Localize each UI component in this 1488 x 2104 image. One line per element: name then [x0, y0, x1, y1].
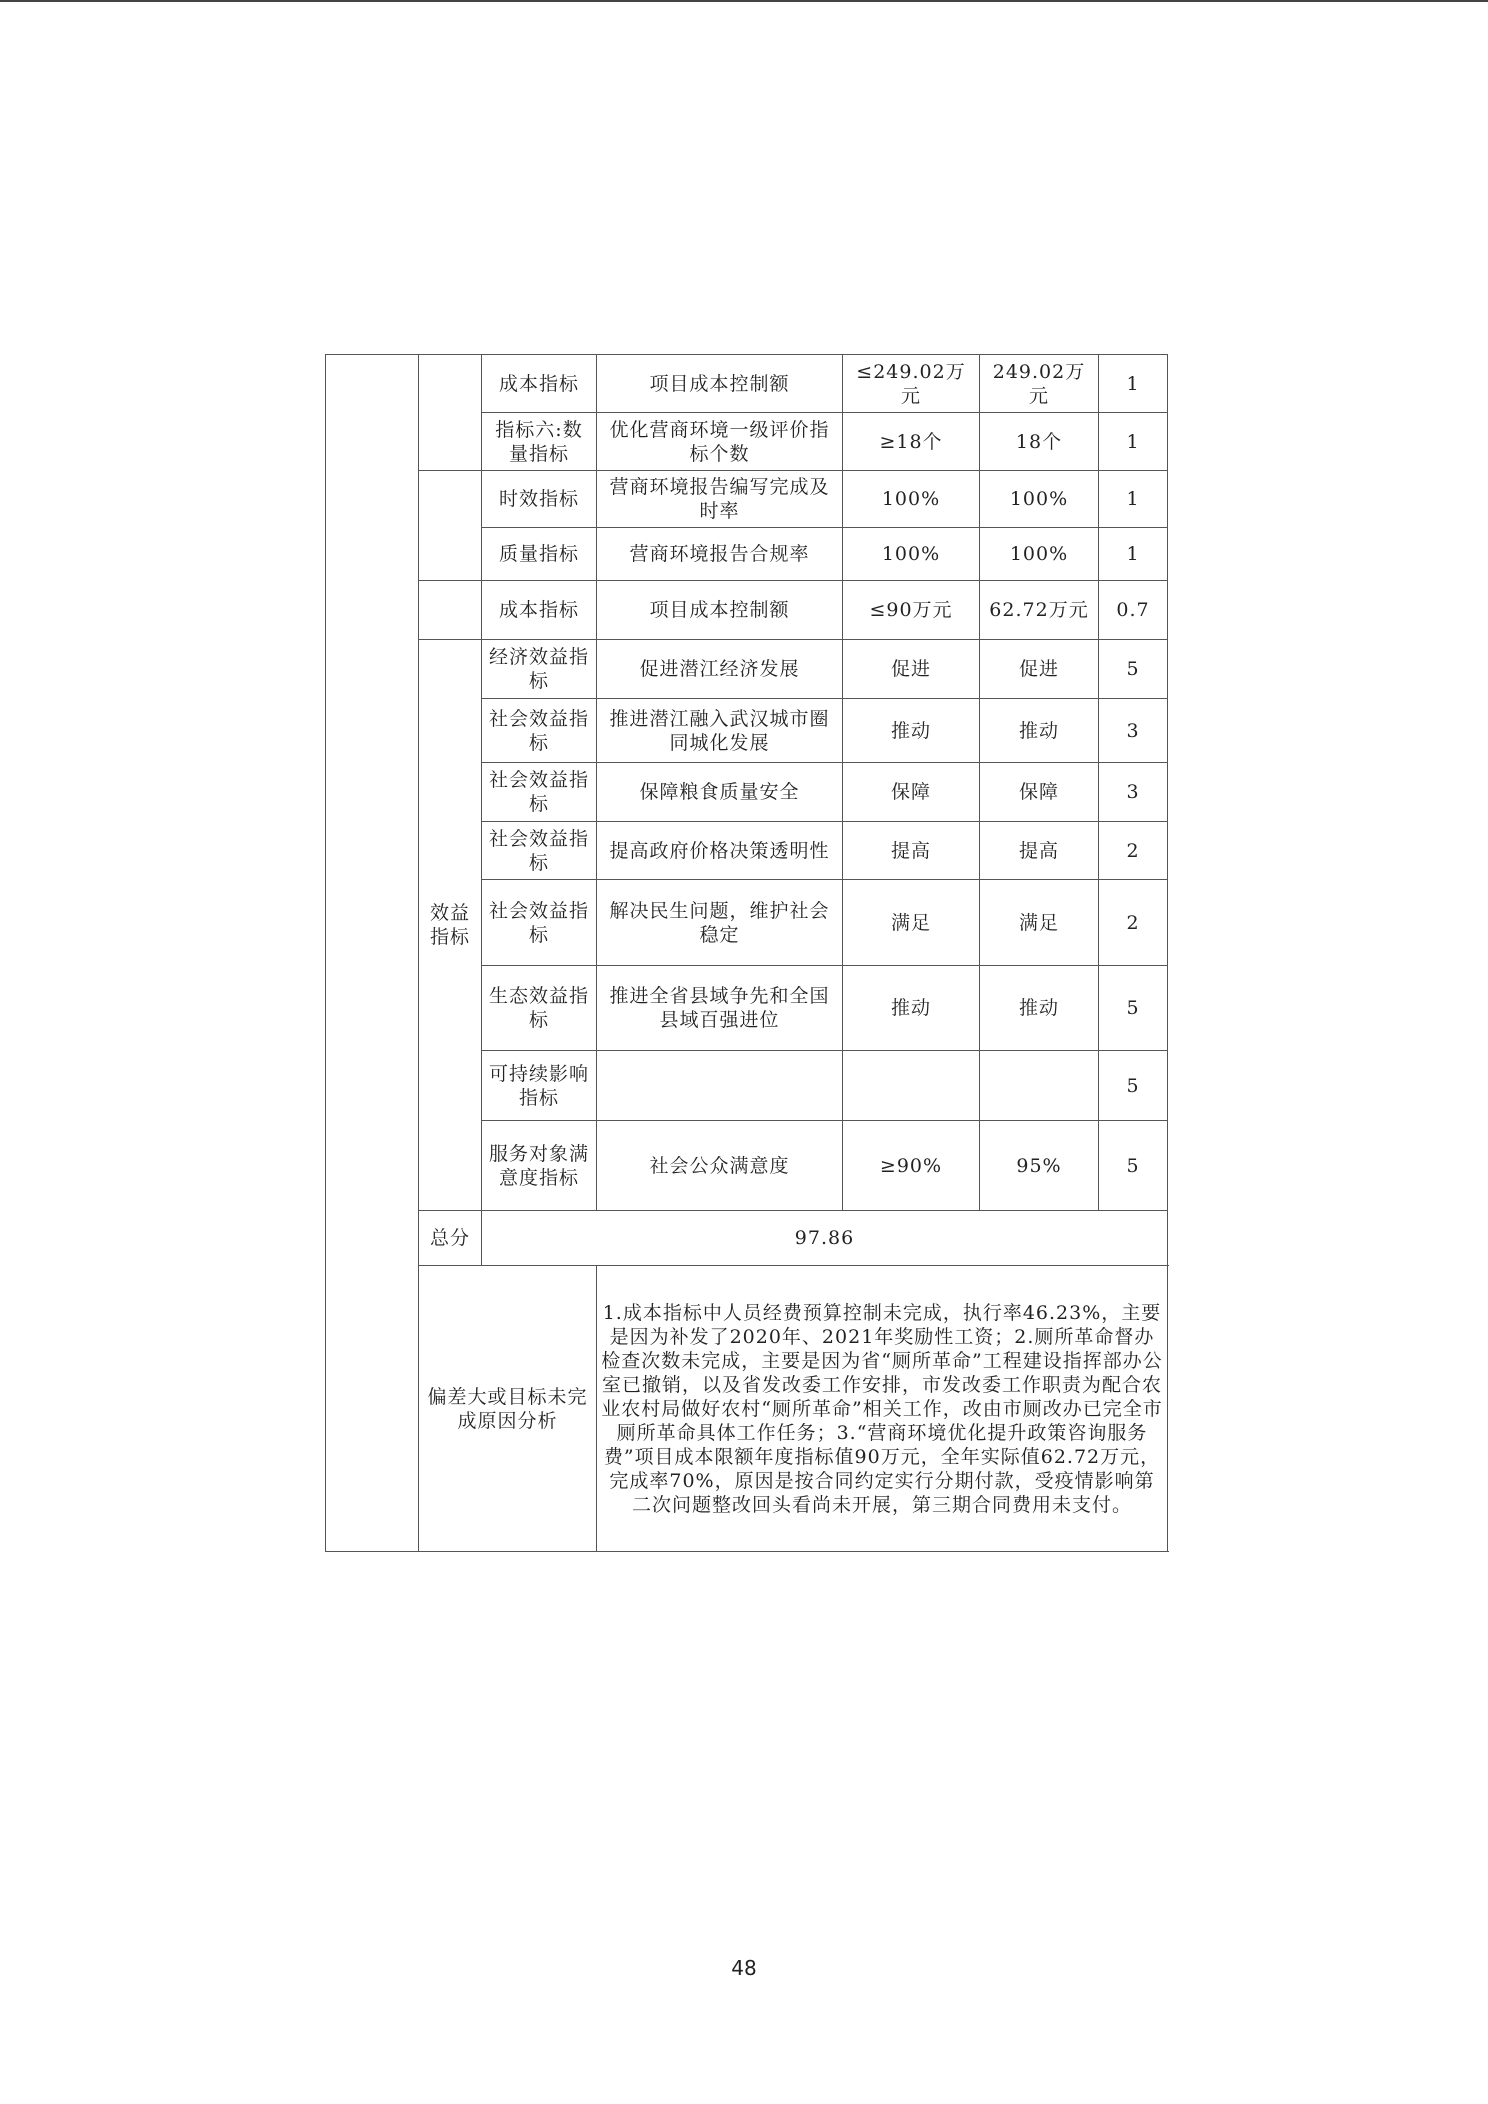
indicator-name-cell: 促进潜江经济发展 [597, 640, 843, 699]
target-value-cell: 推动 [843, 699, 980, 763]
score-cell: 2 [1099, 822, 1168, 880]
indicator-cell: 时效指标 [482, 471, 597, 528]
actual-value-cell [980, 1051, 1099, 1121]
score-cell: 2 [1099, 880, 1168, 966]
table-row [326, 581, 1168, 640]
score-cell: 1 [1099, 528, 1168, 581]
indicator-name-cell: 项目成本控制额 [597, 581, 843, 640]
analysis-text: 1.成本指标中人员经费预算控制未完成，执行率46.23%，主要是因为补发了2020年、2021年奖励性工资；2.厕所革命督办检查次数未完成，主要是因为省“厕所革命”工程建设指挥部办公室已撤销，以及省发改委工作安排，市发改委工作职责为配合农业农村局做好农村“厕所革命”相关工作，改由市厕改办已完全市厕所革命具体工作任务；3.“营商环境优化提升政策咨询服务费”项目成本限额年度指标值90万元，全年实际值62.72万元，完成率70%，原因是按合同约定实行分期付款，受疫情影响第二次问题整改回头看尚未开展，第三期合同费用未支付。 [597, 1266, 1168, 1552]
target-value-cell: ≤249.02万元 [843, 355, 980, 413]
target-value-cell: 保障 [843, 763, 980, 822]
indicator-cell: 成本指标 [482, 581, 597, 640]
performance-indicator-table [325, 354, 1168, 1552]
total-value: 97.86 [482, 1211, 1168, 1266]
first-level-indicator-cell [326, 355, 419, 1552]
score-cell: 1 [1099, 355, 1168, 413]
score-cell: 5 [1099, 966, 1168, 1051]
target-value-cell: 100% [843, 528, 980, 581]
target-value-cell: 100% [843, 471, 980, 528]
total-label: 总分 [419, 1211, 482, 1266]
second-level-indicator-cell [419, 355, 482, 471]
analysis-label: 偏差大或目标未完成原因分析 [419, 1266, 597, 1552]
indicator-name-cell: 提高政府价格决策透明性 [597, 822, 843, 880]
target-value-cell: 推动 [843, 966, 980, 1051]
target-value-cell: 促进 [843, 640, 980, 699]
target-value-cell [843, 1051, 980, 1121]
score-cell: 5 [1099, 1051, 1168, 1121]
second-level-indicator-cell [419, 581, 482, 640]
indicator-cell: 社会效益指标 [482, 822, 597, 880]
indicator-name-cell: 推进潜江融入武汉城市圈同城化发展 [597, 699, 843, 763]
indicator-name-cell: 项目成本控制额 [597, 355, 843, 413]
indicator-cell: 指标六:数量指标 [482, 413, 597, 471]
indicator-cell: 社会效益指标 [482, 763, 597, 822]
actual-value-cell: 95% [980, 1121, 1099, 1211]
score-cell: 3 [1099, 699, 1168, 763]
indicator-cell: 社会效益指标 [482, 699, 597, 763]
indicator-name-cell: 解决民生问题，维护社会稳定 [597, 880, 843, 966]
group-benefit-label: 效益指标 [419, 640, 482, 1211]
indicator-cell: 可持续影响指标 [482, 1051, 597, 1121]
score-cell: 1 [1099, 471, 1168, 528]
page-number: 48 [731, 1956, 757, 1980]
indicator-cell: 经济效益指标 [482, 640, 597, 699]
actual-value-cell: 100% [980, 528, 1099, 581]
indicator-name-cell: 推进全省县域争先和全国县域百强进位 [597, 966, 843, 1051]
indicator-name-cell [597, 1051, 843, 1121]
indicator-name-cell: 保障粮食质量安全 [597, 763, 843, 822]
indicator-name-cell: 营商环境报告编写完成及时率 [597, 471, 843, 528]
indicator-name-cell: 社会公众满意度 [597, 1121, 843, 1211]
indicator-name-cell: 营商环境报告合规率 [597, 528, 843, 581]
target-value-cell: ≥18个 [843, 413, 980, 471]
score-cell: 1 [1099, 413, 1168, 471]
actual-value-cell: 保障 [980, 763, 1099, 822]
top-border-line [0, 0, 1488, 2]
analysis-row [326, 1266, 1168, 1552]
actual-value-cell: 推动 [980, 966, 1099, 1051]
score-cell: 3 [1099, 763, 1168, 822]
actual-value-cell: 18个 [980, 413, 1099, 471]
indicator-cell: 服务对象满意度指标 [482, 1121, 597, 1211]
table-row [326, 355, 1168, 413]
actual-value-cell: 满足 [980, 880, 1099, 966]
indicator-name-cell: 优化营商环境一级评价指标个数 [597, 413, 843, 471]
indicator-cell: 成本指标 [482, 355, 597, 413]
actual-value-cell: 提高 [980, 822, 1099, 880]
indicator-cell: 生态效益指标 [482, 966, 597, 1051]
table-row [326, 640, 1168, 699]
actual-value-cell: 62.72万元 [980, 581, 1099, 640]
target-value-cell: ≤90万元 [843, 581, 980, 640]
actual-value-cell: 促进 [980, 640, 1099, 699]
score-cell: 5 [1099, 1121, 1168, 1211]
total-row [326, 1211, 1168, 1266]
target-value-cell: 提高 [843, 822, 980, 880]
actual-value-cell: 249.02万元 [980, 355, 1099, 413]
target-value-cell: ≥90% [843, 1121, 980, 1211]
actual-value-cell: 推动 [980, 699, 1099, 763]
score-cell: 0.7 [1099, 581, 1168, 640]
indicator-cell: 社会效益指标 [482, 880, 597, 966]
second-level-indicator-cell [419, 471, 482, 581]
actual-value-cell: 100% [980, 471, 1099, 528]
target-value-cell: 满足 [843, 880, 980, 966]
indicator-cell: 质量指标 [482, 528, 597, 581]
score-cell: 5 [1099, 640, 1168, 699]
table-row [326, 471, 1168, 528]
